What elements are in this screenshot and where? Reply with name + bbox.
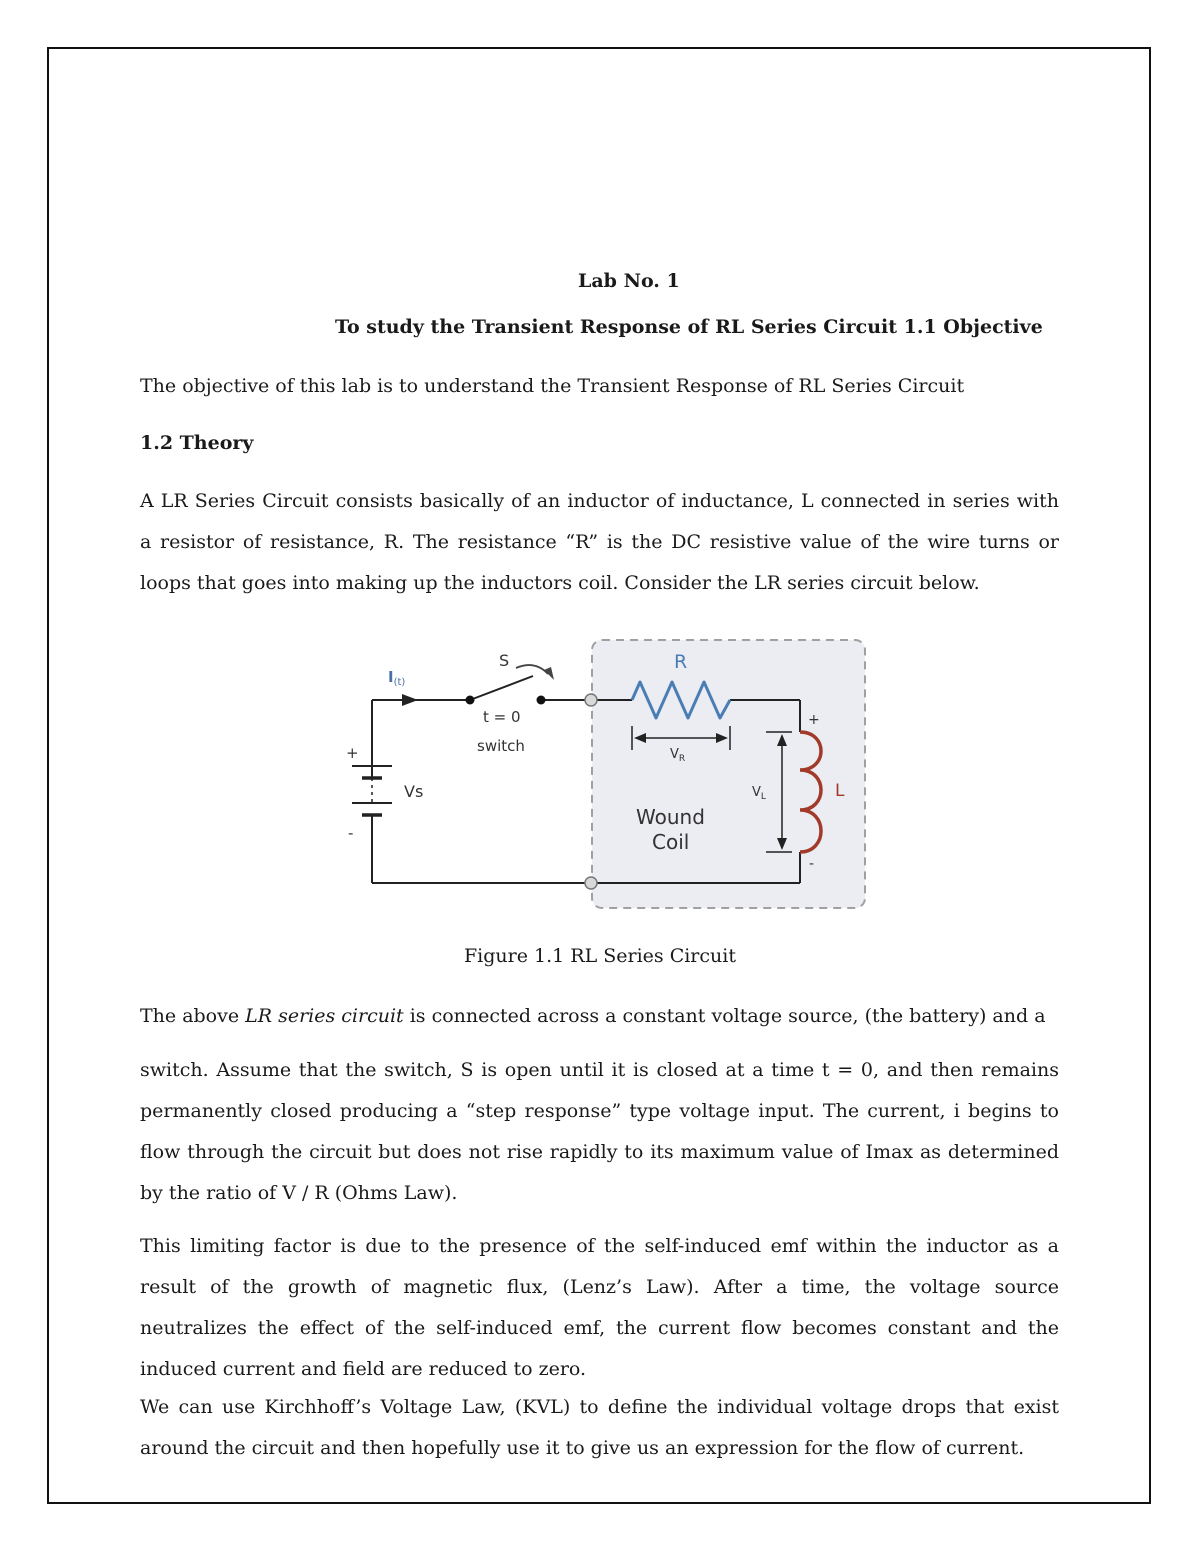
body-paragraph-3: switch. Assume that the switch, S is open until it is closed at a time t = 0, and then remains permanently closed producing a “step response” type voltage input. The current, i begins to flow through the circuit but does not rise rapidly to its maximum value of Imax as determined by the ratio of V / R (Ohms Law). <box>140 1059 1059 1204</box>
switch-contact-left <box>466 696 475 705</box>
switch-word-label: switch <box>477 737 525 755</box>
vr-label: $V_R$ <box>670 747 686 764</box>
para2-end: is connected across a constant voltage source, (the battery) and a <box>403 1005 1046 1027</box>
switch-time-label: t = 0 <box>483 708 521 726</box>
switch-label: S <box>499 651 510 670</box>
coil-label-line2: Coil <box>652 830 690 854</box>
body-paragraph-5: We can use Kirchhoff’s Voltage Law, (KVL) to define the individual voltage drops that exist around the circuit and then hopefully use it to give us an expression for the flow of current. <box>140 1396 1059 1459</box>
wound-coil-box <box>592 640 865 908</box>
vl-label: $V_L$ <box>752 785 766 802</box>
battery-minus: - <box>348 824 354 842</box>
figure-caption: Figure 1.1 RL Series Circuit <box>464 945 736 967</box>
inductor-minus: - <box>809 856 815 872</box>
rl-circuit-diagram <box>330 630 890 930</box>
inductor-label: L <box>835 781 845 801</box>
lab-number: Lab No. 1 <box>578 270 680 292</box>
terminal-top <box>585 694 597 706</box>
resistor-label: R <box>674 651 688 673</box>
inductor-plus: + <box>808 712 820 728</box>
source-label: Vs <box>404 782 424 801</box>
body-paragraph-4: This limiting factor is due to the presence of the self-induced emf within the inductor as a result of the growth of magnetic flux, (Lenz’s Law). After a time, the voltage source neutralizes the effect of the self-induced emf, the current flow becomes constant and the induced current and field are reduced to zero. <box>140 1235 1059 1380</box>
lab-title: To study the Transient Response of RL Series Circuit 1.1 Objective <box>335 316 1043 338</box>
current-label: $I_{(t)}$ <box>388 668 406 688</box>
current-arrow <box>402 694 418 706</box>
objective-text: The objective of this lab is to understand the Transient Response of RL Series Circuit <box>140 375 965 397</box>
switch-contact-right <box>537 696 546 705</box>
body-paragraph-2 <box>140 996 1059 1037</box>
coil-label-line1: Wound <box>636 805 705 829</box>
para2-italic: LR series circuit <box>245 1005 404 1027</box>
battery-plus: + <box>346 744 359 762</box>
switch-arrowhead <box>544 667 554 680</box>
switch-curved-arrow <box>516 665 548 674</box>
terminal-bottom <box>585 877 597 889</box>
theory-paragraph: A LR Series Circuit consists basically of an inductor of inductance, L connected in series with a resistor of resistance, R. The resistance “R” is the DC resistive value of the wire turns or loops that goes into making up the inductors coil. Consider the LR series circuit below. <box>140 490 1059 594</box>
para2-start: The above <box>140 1005 246 1027</box>
theory-heading: 1.2 Theory <box>140 432 254 454</box>
